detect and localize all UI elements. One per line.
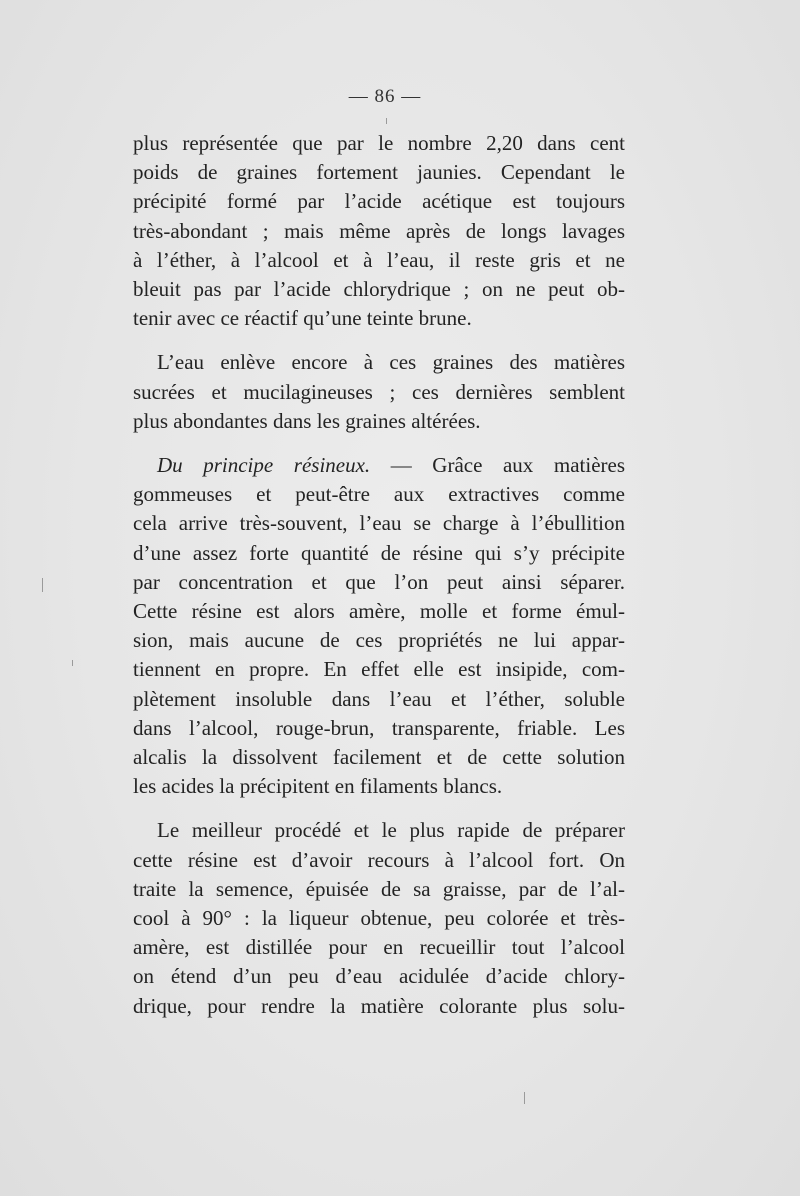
text-line: poids de graines fortement jaunies. Cependant le (133, 160, 625, 185)
text-line: sucrées et mucilagineuses ; ces dernières semblent (133, 379, 625, 404)
body-text (133, 129, 625, 1036)
paragraph-1 (133, 129, 625, 333)
scan-speck (42, 578, 43, 592)
text-line: très-abondant ; mais même après de longs lavages (133, 218, 625, 243)
text-line: les acides la précipitent en filaments blancs. (133, 774, 503, 799)
paragraph-4 (133, 816, 625, 1020)
text-line: amère, est distillée pour en recueillir tout l’alcool (133, 935, 625, 960)
text-line: tenir avec ce réactif qu’une teinte brune. (133, 306, 472, 331)
text-line: cool à 90° : la liqueur obtenue, peu colorée et très- (133, 906, 625, 931)
text-line: plètement insoluble dans l’eau et l’éther, soluble (133, 686, 625, 711)
text-line: d’une assez forte quantité de résine qui s’y précipite (133, 540, 625, 565)
paragraph-2 (133, 348, 625, 436)
text-line: drique, pour rendre la matière colorante plus solu- (133, 993, 625, 1018)
text-line: dans l’alcool, rouge-brun, transparente, friable. Les (133, 715, 625, 740)
scan-speck (72, 660, 73, 666)
text-line: bleuit pas par l’acide chlorydrique ; on ne peut ob- (133, 277, 625, 302)
text-line: sion, mais aucune de ces propriétés ne lui appar- (133, 628, 625, 653)
text-line: plus représentée que par le nombre 2,20 dans cent (133, 131, 625, 155)
text-line: par concentration et que l’on peut ainsi séparer. (133, 569, 625, 594)
page-number: — 86 — (348, 86, 422, 107)
section-heading: Du principe résineux. (157, 453, 371, 478)
heading-continuation: — Grâce aux matières (390, 453, 625, 478)
text-line: L’eau enlève encore à ces graines des matières (157, 350, 625, 375)
text-line: alcalis la dissolvent facilement et de cette solution (133, 745, 625, 770)
scan-speck (524, 1092, 525, 1104)
paragraph-3 (133, 451, 625, 801)
text-line: précipité formé par l’acide acétique est toujours (133, 189, 625, 214)
text-line: à l’éther, à l’alcool et à l’eau, il reste gris et ne (133, 247, 625, 272)
text-line: Le meilleur procédé et le plus rapide de préparer (157, 818, 625, 843)
text-line: cette résine est d’avoir recours à l’alcool fort. On (133, 847, 625, 872)
text-line: tiennent en propre. En effet elle est insipide, com- (133, 657, 625, 682)
text-line: gommeuses et peut-être aux extractives comme (133, 482, 625, 507)
scan-speck (386, 118, 387, 124)
text-line: on étend d’un peu d’eau acidulée d’acide chlory- (133, 964, 625, 989)
text-line: cela arrive très-souvent, l’eau se charge à l’ébullition (133, 511, 625, 536)
text-line: traite la semence, épuisée de sa graisse, par de l’al- (133, 876, 625, 901)
text-line: plus abondantes dans les graines altérées. (133, 408, 481, 433)
text-line: Cette résine est alors amère, molle et forme émul- (133, 599, 625, 624)
text-line (133, 451, 625, 480)
